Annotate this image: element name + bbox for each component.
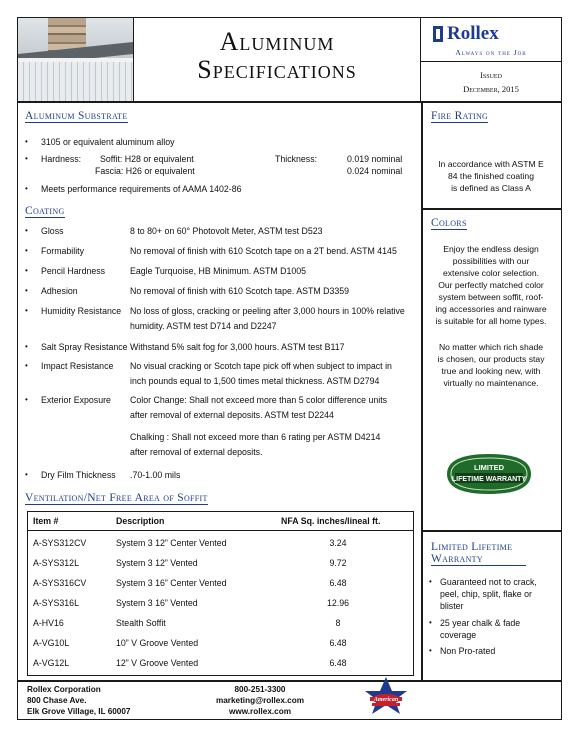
coating-property-name: Dry Film Thickness [41,470,116,480]
warranty-item: coverage [440,630,477,640]
coating-property-name: Formability [41,246,85,256]
thickness-fascia: 0.024 nominal [347,166,403,176]
cell-nfa: 3.24 [329,538,347,548]
badge-line-2: LIFETIME WARRANTY [451,476,527,483]
footer-contact [185,684,335,717]
cell-nfa: 6.48 [329,578,347,588]
coating-property-value: No removal of finish with 610 Scotch tape on a 2T bend. ASTM 4145 [130,246,397,256]
colors-line: ing accessories and rainware [435,304,547,314]
warranty-heading [431,541,526,566]
warranty-item: Non Pro-rated [440,646,496,656]
cell-desc: System 3 12” Center Vented [116,538,227,548]
cell-item: A-SYS312L [33,558,79,568]
cell-item: A-SYS312CV [33,538,87,548]
rollex-logo [421,18,561,62]
fire-text [425,158,557,194]
table-row [28,654,413,674]
cell-desc: 12” V Groove Vented [116,658,199,668]
american-text: American [373,697,399,703]
thickness-soffit: 0.019 nominal [347,154,403,164]
colors-line: extensive color selection. [442,268,539,278]
cell-nfa: 8 [335,618,341,628]
fire-heading: Fire Rating [431,110,489,122]
cell-desc: System 3 16” Vented [116,598,198,608]
issued-date: December, 2015 [463,84,519,94]
brand-tagline: Always on the Job [455,48,527,57]
coating-property-name: Pencil Hardness [41,266,106,276]
title-line-2: Specifications [197,55,357,84]
cell-item: A-SYS316L [33,598,79,608]
coating-property-value: 8 to 80+ on 60° Photovolt Meter, ASTM test D523 [130,226,323,236]
hardness-soffit: Soffit: H28 or equivalent [100,154,194,164]
coating-property-name: Humidity Resistance [41,306,122,316]
table-header [28,512,413,531]
coating-property-value: inch pounds equal to 1,500 times metal thickness. ASTM D2794 [130,376,380,386]
colors-line: virtually no maintenance. [443,378,539,388]
warranty-heading-line-2: Warranty [431,553,526,566]
col-description: Description [116,516,165,526]
cell-item: A-SYS316CV [33,578,87,588]
brand-name: Rollex [447,23,499,44]
coating-property-value: Color Change: Shall not exceed more than 5 color difference units [130,395,388,405]
coating-property-name: Impact Resistance [41,361,114,371]
coating-property-name: Exterior Exposure [41,395,111,405]
house-photo [18,18,133,101]
warranty-item: peel, chip, split, flake or [440,589,532,599]
website-link[interactable]: www.rollex.com [228,707,292,716]
table-row [28,594,413,614]
city-address: Elk Grove Village, IL 60007 [27,707,131,716]
company-name: Rollex Corporation [27,685,101,694]
cell-item: A-VG10L [33,638,70,648]
fire-line: In accordance with ASTM E [438,159,544,169]
table-row [28,634,413,654]
colors-line: Enjoy the endless design [443,244,539,254]
footer-address [27,684,130,717]
cell-desc: System 3 12” Vented [116,558,198,568]
colors-line: is chosen, our products stay [437,354,545,364]
fire-line: is defined as Class A [451,183,531,193]
colors-para-2 [423,341,559,389]
ventilation-heading: Ventilation/Net Free Area of Soffit [25,492,208,504]
col-nfa: NFA Sq. inches/lineal ft. [281,516,381,526]
colors-line: possibilities with our [452,256,530,266]
table-row [28,614,413,634]
cell-nfa: 6.48 [329,658,347,668]
cell-nfa: 12.96 [326,598,349,608]
colors-line: No matter which rich shade [438,342,544,352]
coating-heading: Coating [25,205,65,217]
coating-property-value: after removal of external deposits. [130,447,263,457]
colors-line: Our perfectly matched color [438,280,544,290]
coating-property-value: No loss of gloss, cracking or peeling after 3,000 hours in 100% relative [130,306,405,316]
coating-property-value: No visual cracking or Scotch tape pick off when subject to impact in [130,361,392,371]
cell-desc: System 3 16” Center Vented [116,578,227,588]
warranty-heading-line-1: Limited Lifetime [431,541,513,553]
cell-nfa: 6.48 [329,638,347,648]
fire-line: 84 the finished coating [447,171,534,181]
nfa-table [27,511,414,676]
hardness-label: Hardness: [41,154,82,164]
table-row [28,574,413,594]
cell-item: A-HV16 [33,618,64,628]
made-in-america-logo [356,675,416,717]
warranty-item: blister [440,601,464,611]
colors-line: is suitable for all home types. [435,316,547,326]
street-address: 800 Chase Ave. [27,696,87,705]
thickness-label: Thickness: [275,154,318,164]
aama-text: Meets performance requirements of AAMA 1402-86 [41,184,242,194]
coating-property-value: Eagle Turquoise, HB Minimum. ASTM D1005 [130,266,307,276]
table-row [28,554,413,574]
issued-label: Issued [480,70,502,80]
limited-lifetime-warranty-badge [443,452,535,496]
col-item: Item # [33,516,59,526]
coating-property-value: humidity. ASTM test D714 and D2247 [130,321,277,331]
phone-number: 800-251-3300 [234,685,286,694]
hardness-fascia: Fascia: H26 or equivalent [95,166,195,176]
issued-box [421,62,561,101]
colors-line: system between soffit, roof- [438,292,544,302]
coating-property-value: after removal of external deposits. ASTM test D2244 [130,410,334,420]
table-row [28,534,413,554]
rollex-mark-icon [433,26,443,42]
cell-item: A-VG12L [33,658,70,668]
coating-property-name: Salt Spray Resistance [41,342,128,352]
colors-para-1 [423,243,559,327]
colors-heading: Colors [431,217,467,229]
warranty-item: Guaranteed not to crack, [440,577,537,587]
colors-line: true and looking new, with [441,366,541,376]
coating-property-value: Chalking : Shall not exceed more than 6 rating per ASTM D4214 [130,432,381,442]
coating-property-value: Withstand 5% salt fog for 3,000 hours. ASTM test B117 [130,342,345,352]
coating-property-name: Adhesion [41,286,78,296]
page-title [133,18,421,101]
coating-property-value: .70-1.00 mils [130,470,181,480]
cell-nfa: 9.72 [329,558,347,568]
coating-property-value: No removal of finish with 610 Scotch tape. ASTM D3359 [130,286,350,296]
cell-desc: 10” V Groove Vented [116,638,199,648]
title-line-1: Aluminum [219,27,335,56]
cell-desc: Stealth Soffit [116,618,166,628]
substrate-heading: Aluminum Substrate [25,110,128,122]
badge-line-1: LIMITED [474,463,504,472]
coating-property-name: Gloss [41,226,64,236]
alloy-text: 3105 or equivalent aluminum alloy [41,137,175,147]
warranty-item: 25 year chalk & fade [440,618,521,628]
email-address[interactable]: marketing@rollex.com [215,696,305,705]
